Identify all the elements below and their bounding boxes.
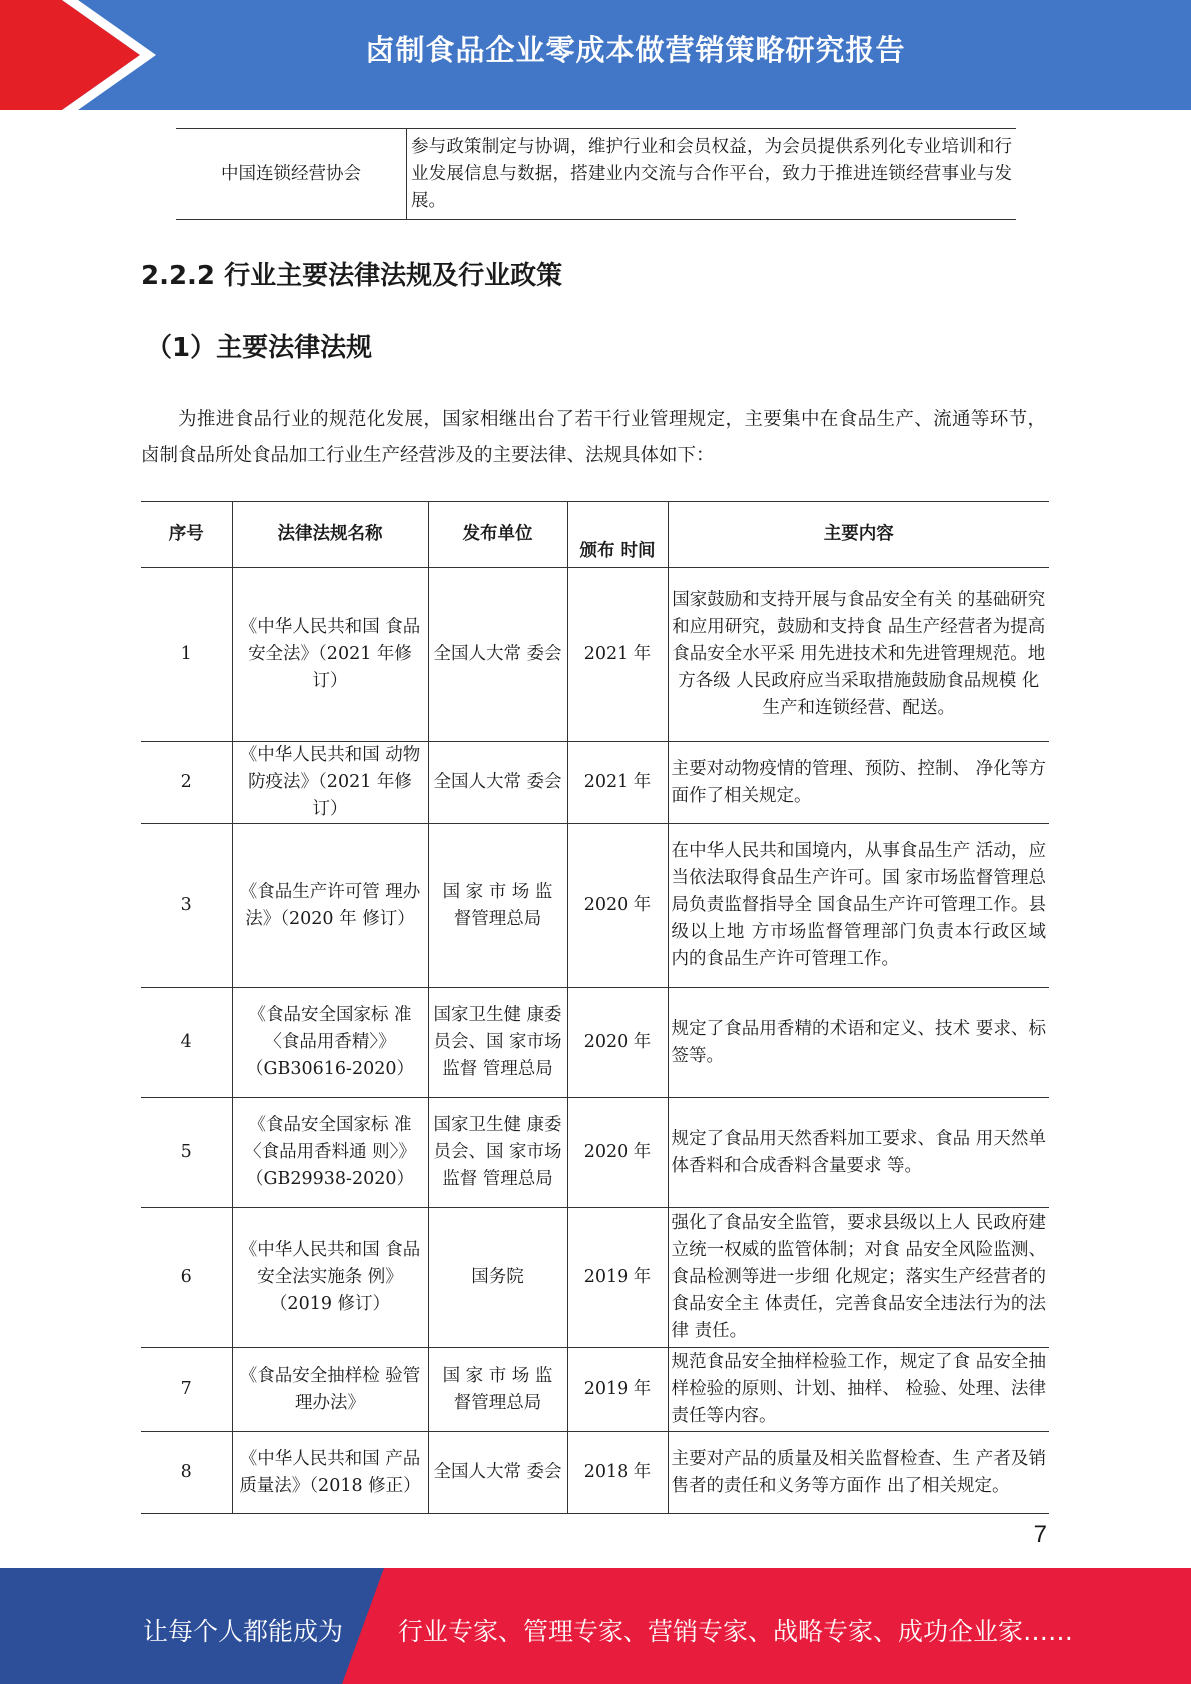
law-name: 《中华人民共和国 产品质量法》（2018 修正） — [232, 1432, 428, 1514]
law-content: 规范食品安全抽样检验工作，规定了食 品安全抽样检验的原则、计划、抽样、 检验、处理、法律责任等内容。 — [668, 1348, 1049, 1432]
law-name: 《食品安全国家标 准〈食品用香料通 则〉》（GB29938-2020） — [232, 1098, 428, 1208]
header-publisher: 发布单位 — [428, 502, 567, 568]
row-number: 6 — [141, 1208, 232, 1348]
law-content: 强化了食品安全监管，要求县级以上人 民政府建立统一权威的监管体制；对食 品安全风险监测、食品检测等进一步细 化规定；落实生产经营者的食品安全主 体责任，完善食品安全违法行为的法律 责任。 — [668, 1208, 1049, 1348]
header-chevron-decoration — [0, 0, 200, 110]
law-content: 主要对动物疫情的管理、预防、控制、 净化等方面作了相关规定。 — [668, 742, 1049, 824]
page-number: 7 — [1033, 1521, 1047, 1548]
header-name: 法律法规名称 — [232, 502, 428, 568]
table-row — [176, 129, 1016, 220]
row-number: 2 — [141, 742, 232, 824]
law-year: 2020 年 — [567, 824, 668, 988]
law-name: 《中华人民共和国 食品安全法实施条 例》（2019 修订） — [232, 1208, 428, 1348]
subsection-heading: （1）主要法律法规 — [146, 333, 373, 363]
table-row — [141, 1208, 1049, 1348]
law-publisher: 国家卫生健 康委员会、国 家市场监督 管理总局 — [428, 1098, 567, 1208]
footer-slogan-right: 行业专家、管理专家、营销专家、战略专家、成功企业家…… — [398, 1617, 1074, 1646]
table-row — [141, 1098, 1049, 1208]
law-name: 《食品生产许可管 理办法》（2020 年 修订） — [232, 824, 428, 988]
table-row — [141, 1432, 1049, 1514]
law-content: 规定了食品用香精的术语和定义、技术 要求、标签等。 — [668, 988, 1049, 1098]
row-number: 4 — [141, 988, 232, 1098]
row-number: 3 — [141, 824, 232, 988]
law-publisher: 国 家 市 场 监 督管理总局 — [428, 824, 567, 988]
header-no: 序号 — [141, 502, 232, 568]
table-header-row — [141, 502, 1049, 568]
table-row — [141, 988, 1049, 1098]
row-number: 1 — [141, 568, 232, 742]
law-publisher: 国 家 市 场 监 督管理总局 — [428, 1348, 567, 1432]
law-content: 规定了食品用天然香料加工要求、食品 用天然单体香料和合成香料含量要求 等。 — [668, 1098, 1049, 1208]
row-number: 5 — [141, 1098, 232, 1208]
association-table — [176, 128, 1016, 220]
header-content: 主要内容 — [668, 502, 1049, 568]
law-name: 《食品安全国家标 准〈食品用香精〉》（GB30616-2020） — [232, 988, 428, 1098]
law-publisher: 国务院 — [428, 1208, 567, 1348]
law-content: 主要对产品的质量及相关监督检查、生 产者及销售者的责任和义务等方面作 出了相关规定。 — [668, 1432, 1049, 1514]
header-banner — [0, 0, 1191, 110]
laws-table — [141, 501, 1049, 1514]
footer-banner — [0, 1568, 1191, 1684]
law-year: 2021 年 — [567, 568, 668, 742]
law-year: 2019 年 — [567, 1348, 668, 1432]
law-name: 《食品安全抽样检 验管理办法》 — [232, 1348, 428, 1432]
law-year: 2020 年 — [567, 1098, 668, 1208]
table-row — [141, 568, 1049, 742]
association-description: 参与政策制定与协调，维护行业和会员权益，为会员提供系列化专业培训和行业发展信息与数据，搭建业内交流与合作平台，致力于推进连锁经营事业与发展。 — [407, 129, 1017, 220]
table-row — [141, 824, 1049, 988]
law-publisher: 全国人大常 委会 — [428, 742, 567, 824]
law-publisher: 国家卫生健 康委员会、国 家市场监督 管理总局 — [428, 988, 567, 1098]
section-heading: 2.2.2 行业主要法律法规及行业政策 — [141, 261, 563, 291]
footer-slogan-left: 让每个人都能成为 — [143, 1617, 344, 1646]
law-content: 在中华人民共和国境内，从事食品生产 活动，应当依法取得食品生产许可。国 家市场监督管理总局负责监督指导全 国食品生产许可管理工作。县级以上地 方市场监督管理部门负责本行政区域 内的食品生产许可管理工作。 — [668, 824, 1049, 988]
law-year: 2020 年 — [567, 988, 668, 1098]
law-year: 2018 年 — [567, 1432, 668, 1514]
law-publisher: 全国人大常 委会 — [428, 1432, 567, 1514]
law-name: 《中华人民共和国 食品安全法》（2021 年修订） — [232, 568, 428, 742]
association-name: 中国连锁经营协会 — [176, 129, 407, 220]
table-row — [141, 1348, 1049, 1432]
report-title: 卤制食品企业零成本做营销策略研究报告 — [365, 33, 906, 67]
law-name: 《中华人民共和国 动物防疫法》（2021 年修订） — [232, 742, 428, 824]
law-content: 国家鼓励和支持开展与食品安全有关 的基础研究和应用研究，鼓励和支持食 品生产经营者为提高食品安全水平采 用先进技术和先进管理规范。地方各级 人民政府应当采取措施鼓励食品规模 化生产和连锁经营、配送。 — [668, 568, 1049, 742]
row-number: 8 — [141, 1432, 232, 1514]
table-row — [141, 742, 1049, 824]
law-publisher: 全国人大常 委会 — [428, 568, 567, 742]
header-year: 颁布 时间 — [567, 502, 668, 568]
law-year: 2021 年 — [567, 742, 668, 824]
law-year: 2019 年 — [567, 1208, 668, 1348]
row-number: 7 — [141, 1348, 232, 1432]
intro-paragraph: 为推进食品行业的规范化发展，国家相继出台了若干行业管理规定，主要集中在食品生产、流通等环节，卤制食品所处食品加工行业生产经营涉及的主要法律、法规具体如下： — [141, 409, 1046, 466]
